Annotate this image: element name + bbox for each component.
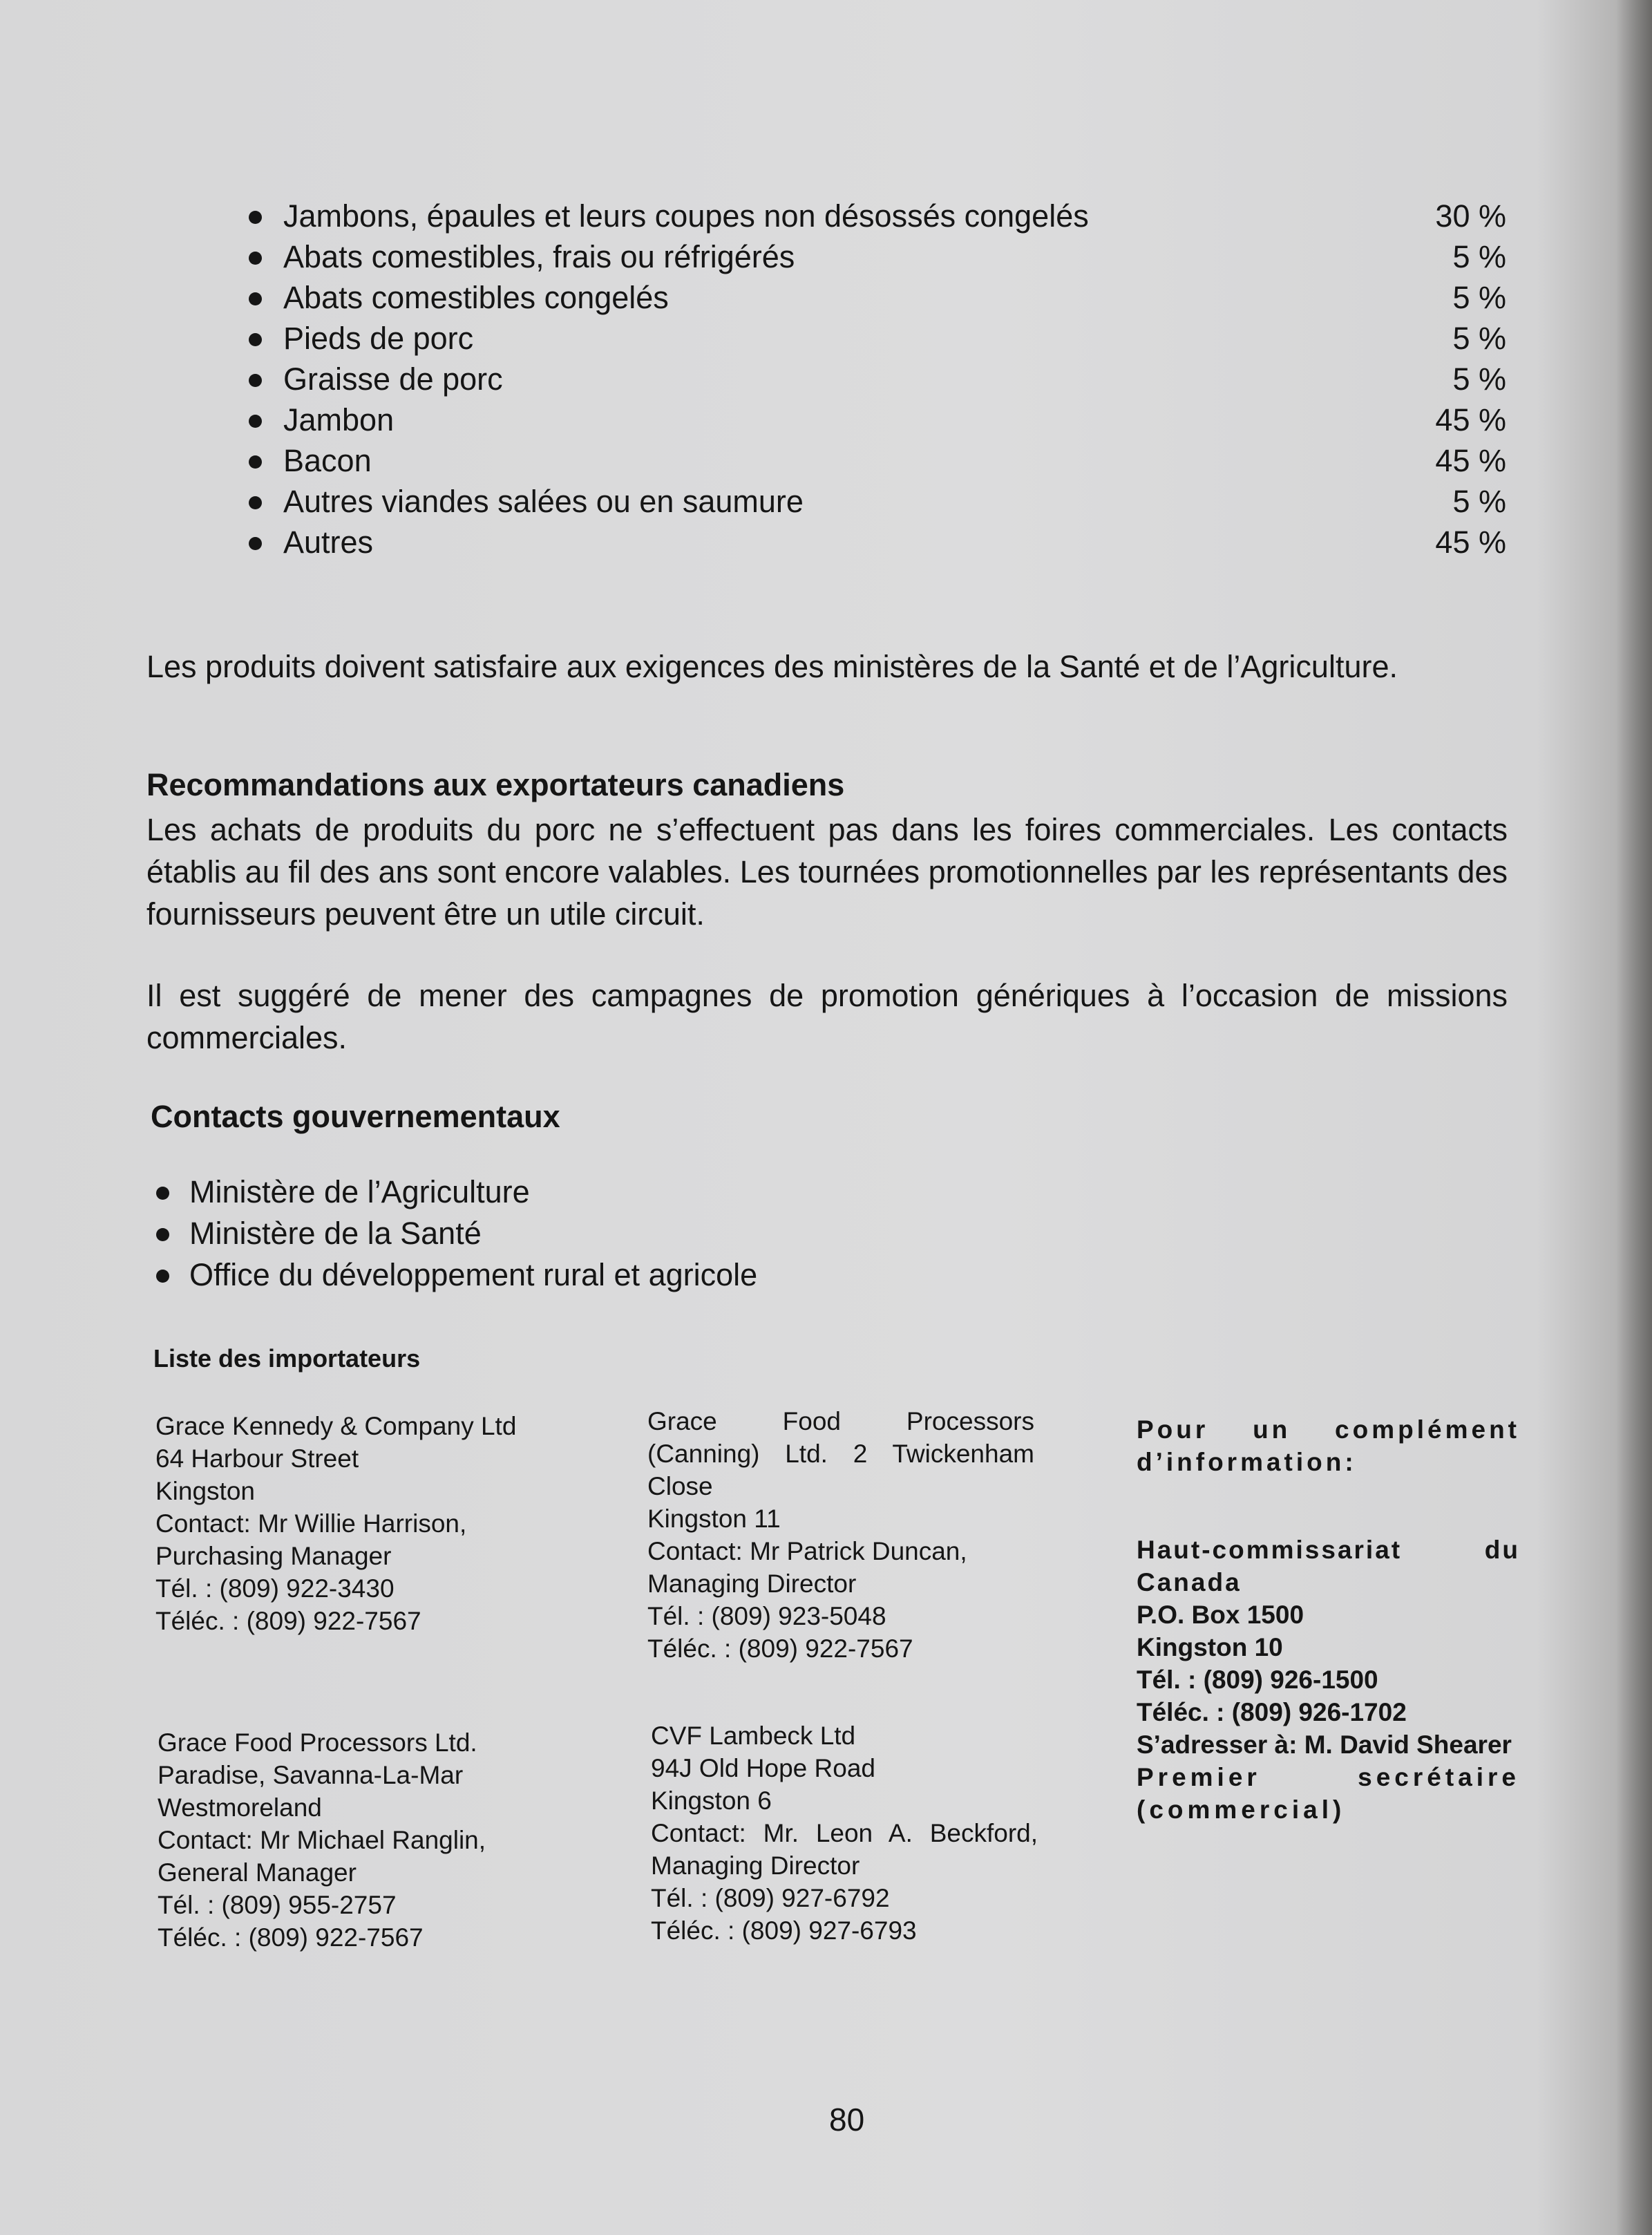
tariff-label: Pieds de porc [283,321,474,356]
tariff-percent: 45 % [1435,443,1506,478]
importer-contact-title: General Manager [158,1858,357,1887]
tariff-row [249,440,1506,481]
more-info-heading: Pour un complément d’information: [1137,1415,1520,1476]
tariff-label: Jambons, épaules et leurs coupes non désossés congelés [283,198,1089,234]
importer-address-line: Kingston [155,1477,255,1505]
government-contacts-heading: Contacts gouvernementaux [151,1099,560,1134]
bullet-icon [249,415,262,428]
tariff-label: Abats comestibles, frais ou réfrigérés [283,239,795,274]
tariff-percent: 45 % [1435,525,1506,560]
importer-contact-title: Purchasing Manager [155,1542,392,1570]
importer-address-line: Kingston 11 [647,1505,781,1533]
tariff-percent: 5 % [1452,280,1506,315]
bullet-icon [156,1270,169,1283]
tariff-label: Autres viandes salées ou en saumure [283,484,804,519]
importer-fax: Téléc. : (809) 922-7567 [155,1607,421,1635]
more-info-po-box: P.O. Box 1500 [1137,1601,1304,1629]
government-contacts-list [153,1171,757,1296]
tariff-row [249,359,1506,399]
tariff-percent: 5 % [1452,239,1506,274]
importer-contact: Contact: Mr Michael Ranglin, [158,1826,486,1854]
tariff-percent: 5 % [1452,361,1506,397]
importer-entry [155,1410,542,1637]
importer-entry [158,1726,544,1954]
bullet-icon [249,537,262,550]
tariff-row [249,522,1506,563]
importer-tel: Tél. : (809) 955-2757 [158,1891,397,1919]
more-info-office: Haut-commissariat du Canada [1137,1536,1520,1596]
bullet-icon [249,455,262,469]
tariff-row [249,399,1506,440]
recommendations-paragraph: Il est suggéré de mener des campagnes de promotion génériques à l’occasion de missions commerciales. [146,978,1508,1055]
importer-contact: Contact: Mr Willie Harrison, [155,1509,467,1538]
importer-fax: Téléc. : (809) 922-7567 [647,1634,913,1663]
bullet-icon [249,211,262,224]
tariff-label: Abats comestibles congelés [283,280,669,315]
importer-tel: Tél. : (809) 923-5048 [647,1602,886,1630]
tariff-row [249,277,1506,318]
importer-entry [651,1719,1038,1947]
importer-contact-title: Managing Director [647,1569,857,1598]
more-info-tel: Tél. : (809) 926-1500 [1137,1666,1378,1694]
tariff-list [249,196,1506,563]
importer-name: Grace Kennedy & Company Ltd [155,1412,517,1440]
more-info-title: Premier secrétaire (commercial) [1137,1763,1520,1824]
importer-contact: Contact: Mr. Leon A. Beckford, Managing Director [651,1819,1038,1880]
bullet-icon [249,292,262,305]
government-contact-item: Ministère de la Santé [153,1213,757,1254]
tariff-label: Autres [283,525,374,560]
more-info-contact: S’adresser à: M. David Shearer [1137,1731,1512,1759]
tariff-row [249,236,1506,277]
tariff-row [249,196,1506,236]
more-info-block [1137,1413,1520,1826]
book-spine-shadow [1616,0,1652,2235]
importer-address-line: Kingston 6 [651,1786,772,1815]
tariff-label: Bacon [283,443,372,478]
importer-address-line: Westmoreland [158,1793,322,1822]
bullet-icon [249,252,262,265]
bullet-icon [156,1187,169,1200]
importer-name: Grace Food Processors (Canning) Ltd. 2 Twickenham Close [647,1407,1034,1500]
importer-fax: Téléc. : (809) 922-7567 [158,1923,424,1952]
tariff-percent: 5 % [1452,321,1506,356]
recommendations-paragraph: Les achats de produits du porc ne s’effectuent pas dans les foires commerciales. Les contacts établis au fil des ans sont encore valables. Les tournées promotionnelles par les représentants des fournisseurs peuvent être un utile circuit. [146,812,1508,932]
importer-address-line: 94J Old Hope Road [651,1754,875,1782]
importer-fax: Téléc. : (809) 927-6793 [651,1916,917,1945]
requirements-paragraph: Les produits doivent satisfaire aux exigences des ministères de la Santé et de l’Agriculture. [146,649,1398,684]
tariff-percent: 5 % [1452,484,1506,519]
government-contact-item: Ministère de l’Agriculture [153,1171,757,1213]
importer-contact: Contact: Mr Patrick Duncan, [647,1537,967,1565]
page-number: 80 [829,2102,865,2138]
spacer [1137,1478,1520,1534]
tariff-percent: 45 % [1435,402,1506,437]
more-info-city: Kingston 10 [1137,1633,1283,1661]
bullet-icon [249,374,262,387]
tariff-percent: 30 % [1435,198,1506,234]
importer-tel: Tél. : (809) 927-6792 [651,1884,890,1912]
bullet-icon [249,333,262,346]
bullet-icon [249,496,262,509]
government-contact-item: Office du développement rural et agricole [153,1254,757,1296]
tariff-row [249,318,1506,359]
tariff-label: Jambon [283,402,395,437]
importer-address-line: 64 Harbour Street [155,1444,359,1473]
importer-entry [647,1405,1034,1665]
importer-tel: Tél. : (809) 922-3430 [155,1574,395,1603]
tariff-row [249,481,1506,522]
bullet-icon [156,1228,169,1241]
importers-heading: Liste des importateurs [153,1344,421,1373]
importer-name: Grace Food Processors Ltd. [158,1728,477,1757]
more-info-fax: Téléc. : (809) 926-1702 [1137,1698,1407,1726]
recommendations-heading: Recommandations aux exportateurs canadiens [146,767,845,802]
importer-address-line: Paradise, Savanna-La-Mar [158,1761,464,1789]
importer-name: CVF Lambeck Ltd [651,1722,856,1750]
tariff-label: Graisse de porc [283,361,503,397]
